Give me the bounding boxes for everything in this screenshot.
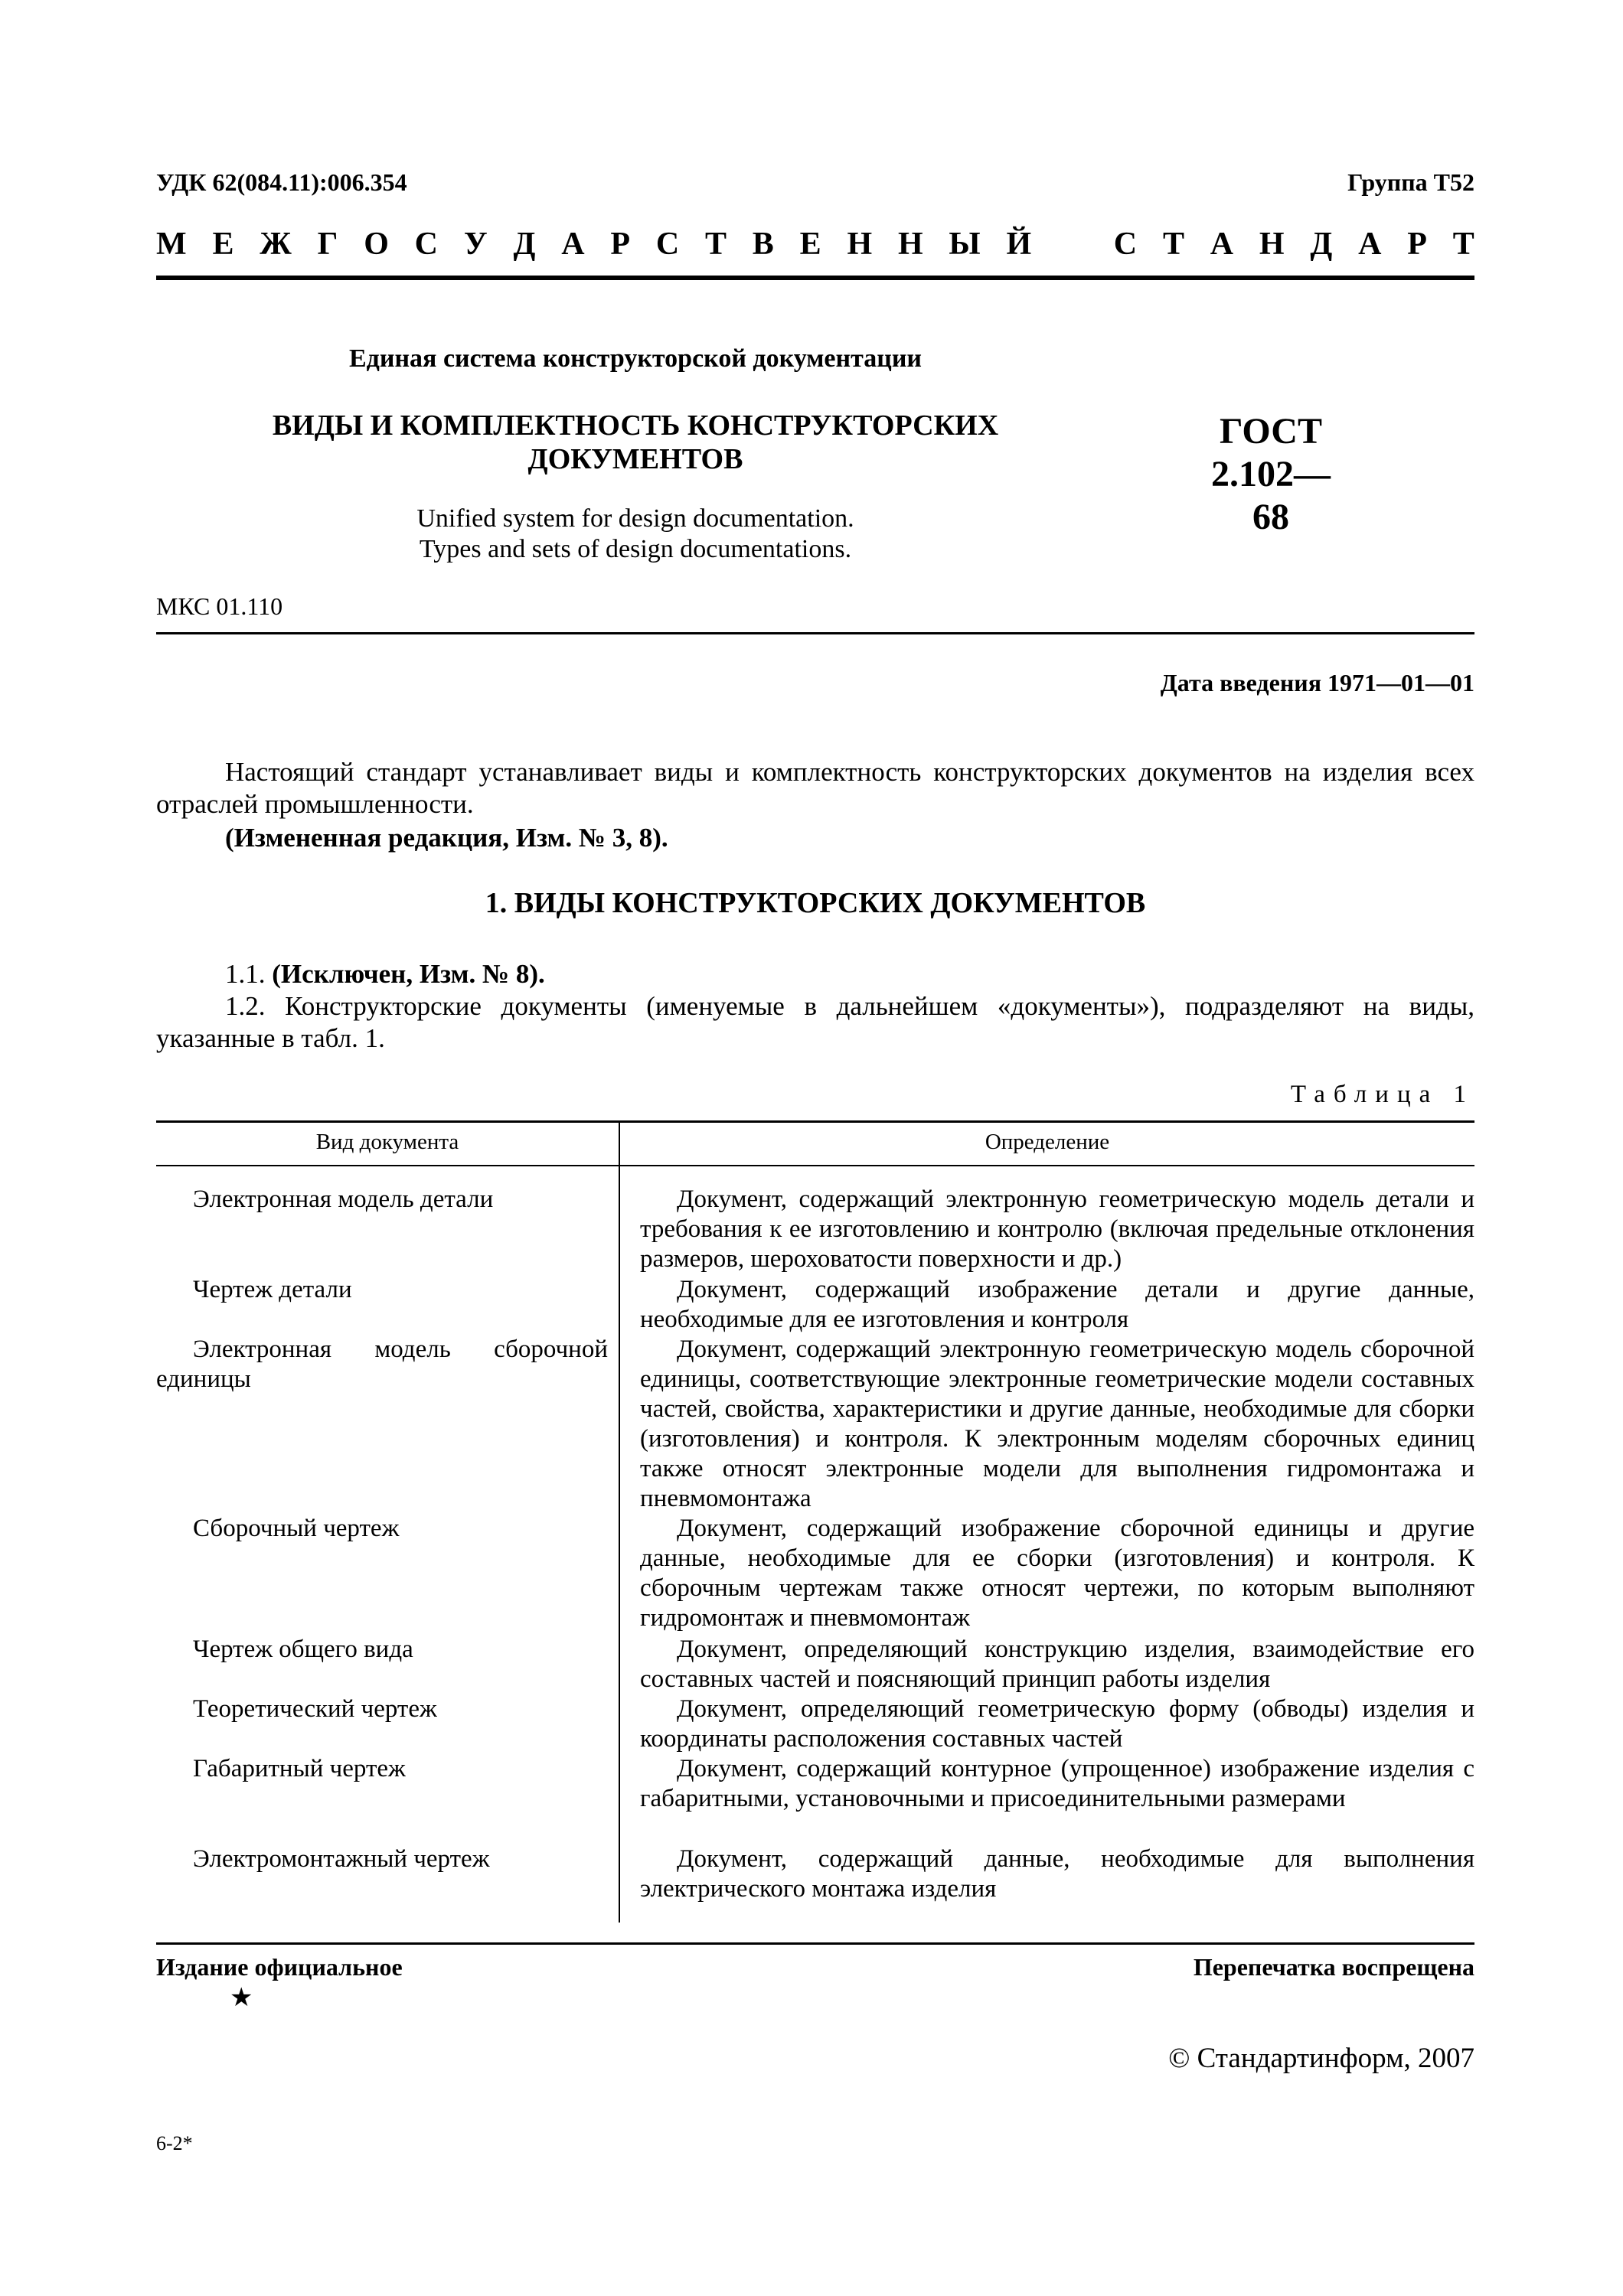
document-type: Сборочный чертеж — [193, 1515, 400, 1542]
banner-left-letter: Н — [847, 227, 873, 262]
document-type: Электромонтажный чертеж — [193, 1845, 490, 1873]
banner-left-letter: Е — [799, 227, 821, 262]
document-type: Чертеж детали — [193, 1276, 352, 1303]
banner-left-letter: С — [655, 227, 680, 262]
document-type: Чертеж общего вида — [193, 1636, 413, 1663]
banner-left-letter: С — [414, 227, 439, 262]
banner-left-letter: Т — [704, 227, 727, 262]
banner-right-letter: Т — [1452, 227, 1474, 262]
document-definition: Документ, содержащий электронную геометрическую модель детали и требования к ее изготовлению и контролю (включая предельные отклонения размеров, шероховатости поверхности и др.) — [640, 1186, 1474, 1273]
mks-code: МКС 01.110 — [156, 592, 283, 620]
document-definition: Документ, содержащий изображение детали и другие данные, необходимые для ее изготовления и контроля — [640, 1276, 1474, 1333]
banner-left-letter: Д — [513, 227, 536, 262]
banner-left-letter: Й — [1006, 227, 1032, 262]
table-caption: Таблица 1 — [1290, 1081, 1474, 1108]
banner-left-letter: В — [752, 227, 774, 262]
banner-right-letter: Д — [1310, 227, 1333, 262]
clause-1-1 — [156, 958, 1474, 990]
page-code: 6-2* — [156, 2132, 193, 2154]
banner-left-letter: М — [156, 227, 187, 262]
banner-left-letter: Р — [610, 227, 630, 262]
standard-banner — [156, 225, 1474, 263]
group-code: Группа Т52 — [1347, 168, 1474, 196]
document-definition: Документ, определяющий конструкцию изделия, взаимодействие его составных частей и поясняющий принцип работы изделия — [640, 1636, 1474, 1693]
english-title — [230, 504, 1041, 565]
system-title: Единая система конструкторской документации — [349, 344, 922, 373]
banner-right-letter: Т — [1162, 227, 1184, 262]
gost-code: 2.102—68 — [1211, 454, 1331, 537]
document-definition: Документ, содержащий электронную геометрическую модель сборочной единицы, соответствующие электронные геометрические модели составных частей, свойства, характеристики и другие данные, необходимые для сборки (изготовления) и контроля. К электронным моделям сборочных единиц также относят электронные модели для выполнения гидромонтажа и пневмомонтажа — [640, 1336, 1474, 1512]
banner-left-letter: Ж — [260, 227, 292, 262]
introduction-date: Дата введения 1971—01—01 — [1160, 669, 1474, 696]
banner-right-letter: Р — [1407, 227, 1427, 262]
document-type: Теоретический чертеж — [193, 1695, 437, 1723]
banner-right-letter: С — [1113, 227, 1138, 262]
document-definition: Документ, содержащий данные, необходимые для выполнения электрического монтажа изделия — [640, 1845, 1474, 1903]
banner-left-letter: О — [364, 227, 389, 262]
table-header-definition: Определение — [985, 1130, 1110, 1154]
clause-1-2: 1.2. Конструкторские документы (именуемые в дальнейшем «документы»), подразделяют на виды, указанные в табл. 1. — [156, 991, 1474, 1053]
document-type: Электронная модель детали — [193, 1186, 494, 1213]
banner-right-letter: А — [1358, 227, 1382, 262]
document-title-line2: ДОКУМЕНТОВ — [527, 443, 743, 475]
reprint-prohibited: Перепечатка воспрещена — [1193, 1953, 1474, 1981]
banner-left-letter: У — [463, 227, 488, 262]
banner-right-letter: А — [1210, 227, 1234, 262]
banner-left-letter: Н — [897, 227, 923, 262]
document-title-line1: ВИДЫ И КОМПЛЕКТНОСТЬ КОНСТРУКТОРСКИХ — [272, 409, 999, 442]
banner-left-letter: Е — [212, 227, 234, 262]
gost-number — [1194, 410, 1347, 539]
english-title-line1: Unified system for design documentation. — [416, 504, 854, 533]
title-rule — [156, 632, 1474, 634]
section-heading: 1. ВИДЫ КОНСТРУКТОРСКИХ ДОКУМЕНТОВ — [485, 887, 1146, 919]
table-top-rule — [156, 1120, 1474, 1123]
scope-paragraph: Настоящий стандарт устанавливает виды и комплектность конструкторских документов на изделия всех отраслей промышленности. — [156, 757, 1474, 819]
banner-left-letter: Ы — [949, 227, 981, 262]
document-type: Электронная модель сборочной единицы — [156, 1336, 608, 1393]
document-definition: Документ, содержащий изображение сборочной единицы и другие данные, необходимые для ее сборки (изготовления) и контроля. К сборочным чертежам также относят чертежи, по которым выполняют гидромонтаж и пневмомонтаж — [640, 1515, 1474, 1632]
header-rule — [156, 276, 1474, 280]
banner-left-letter: Г — [317, 227, 338, 262]
document-type: Габаритный чертеж — [193, 1755, 406, 1782]
banner-right-letter: Н — [1259, 227, 1285, 262]
document-definition: Документ, содержащий контурное (упрощенное) изображение изделия с габаритными, установочными и присоединительными размерами — [640, 1755, 1474, 1812]
document-title — [230, 409, 1041, 476]
star-mark: ★ — [230, 1984, 253, 2012]
table-header-rule — [156, 1165, 1474, 1166]
table-header-type: Вид документа — [315, 1130, 459, 1154]
footer-rule — [156, 1942, 1474, 1945]
banner-left-letter: А — [561, 227, 585, 262]
udc-code: УДК 62(084.11):006.354 — [156, 168, 407, 196]
document-definition: Документ, определяющий геометрическую форму (обводы) изделия и координаты расположения составных частей — [640, 1695, 1474, 1753]
gost-label: ГОСТ — [1220, 411, 1322, 452]
table-column-divider — [619, 1120, 620, 1923]
official-edition: Издание официальное — [156, 1953, 403, 1981]
clause-1-1-text: (Исключен, Изм. № 8). — [272, 959, 545, 989]
clause-1-1-number: 1.1. — [225, 959, 266, 989]
amendment-note: (Измененная редакция, Изм. № 3, 8). — [225, 823, 668, 853]
english-title-line2: Types and sets of design documentations. — [419, 535, 852, 563]
copyright: © Стандартинформ, 2007 — [1168, 2043, 1474, 2074]
